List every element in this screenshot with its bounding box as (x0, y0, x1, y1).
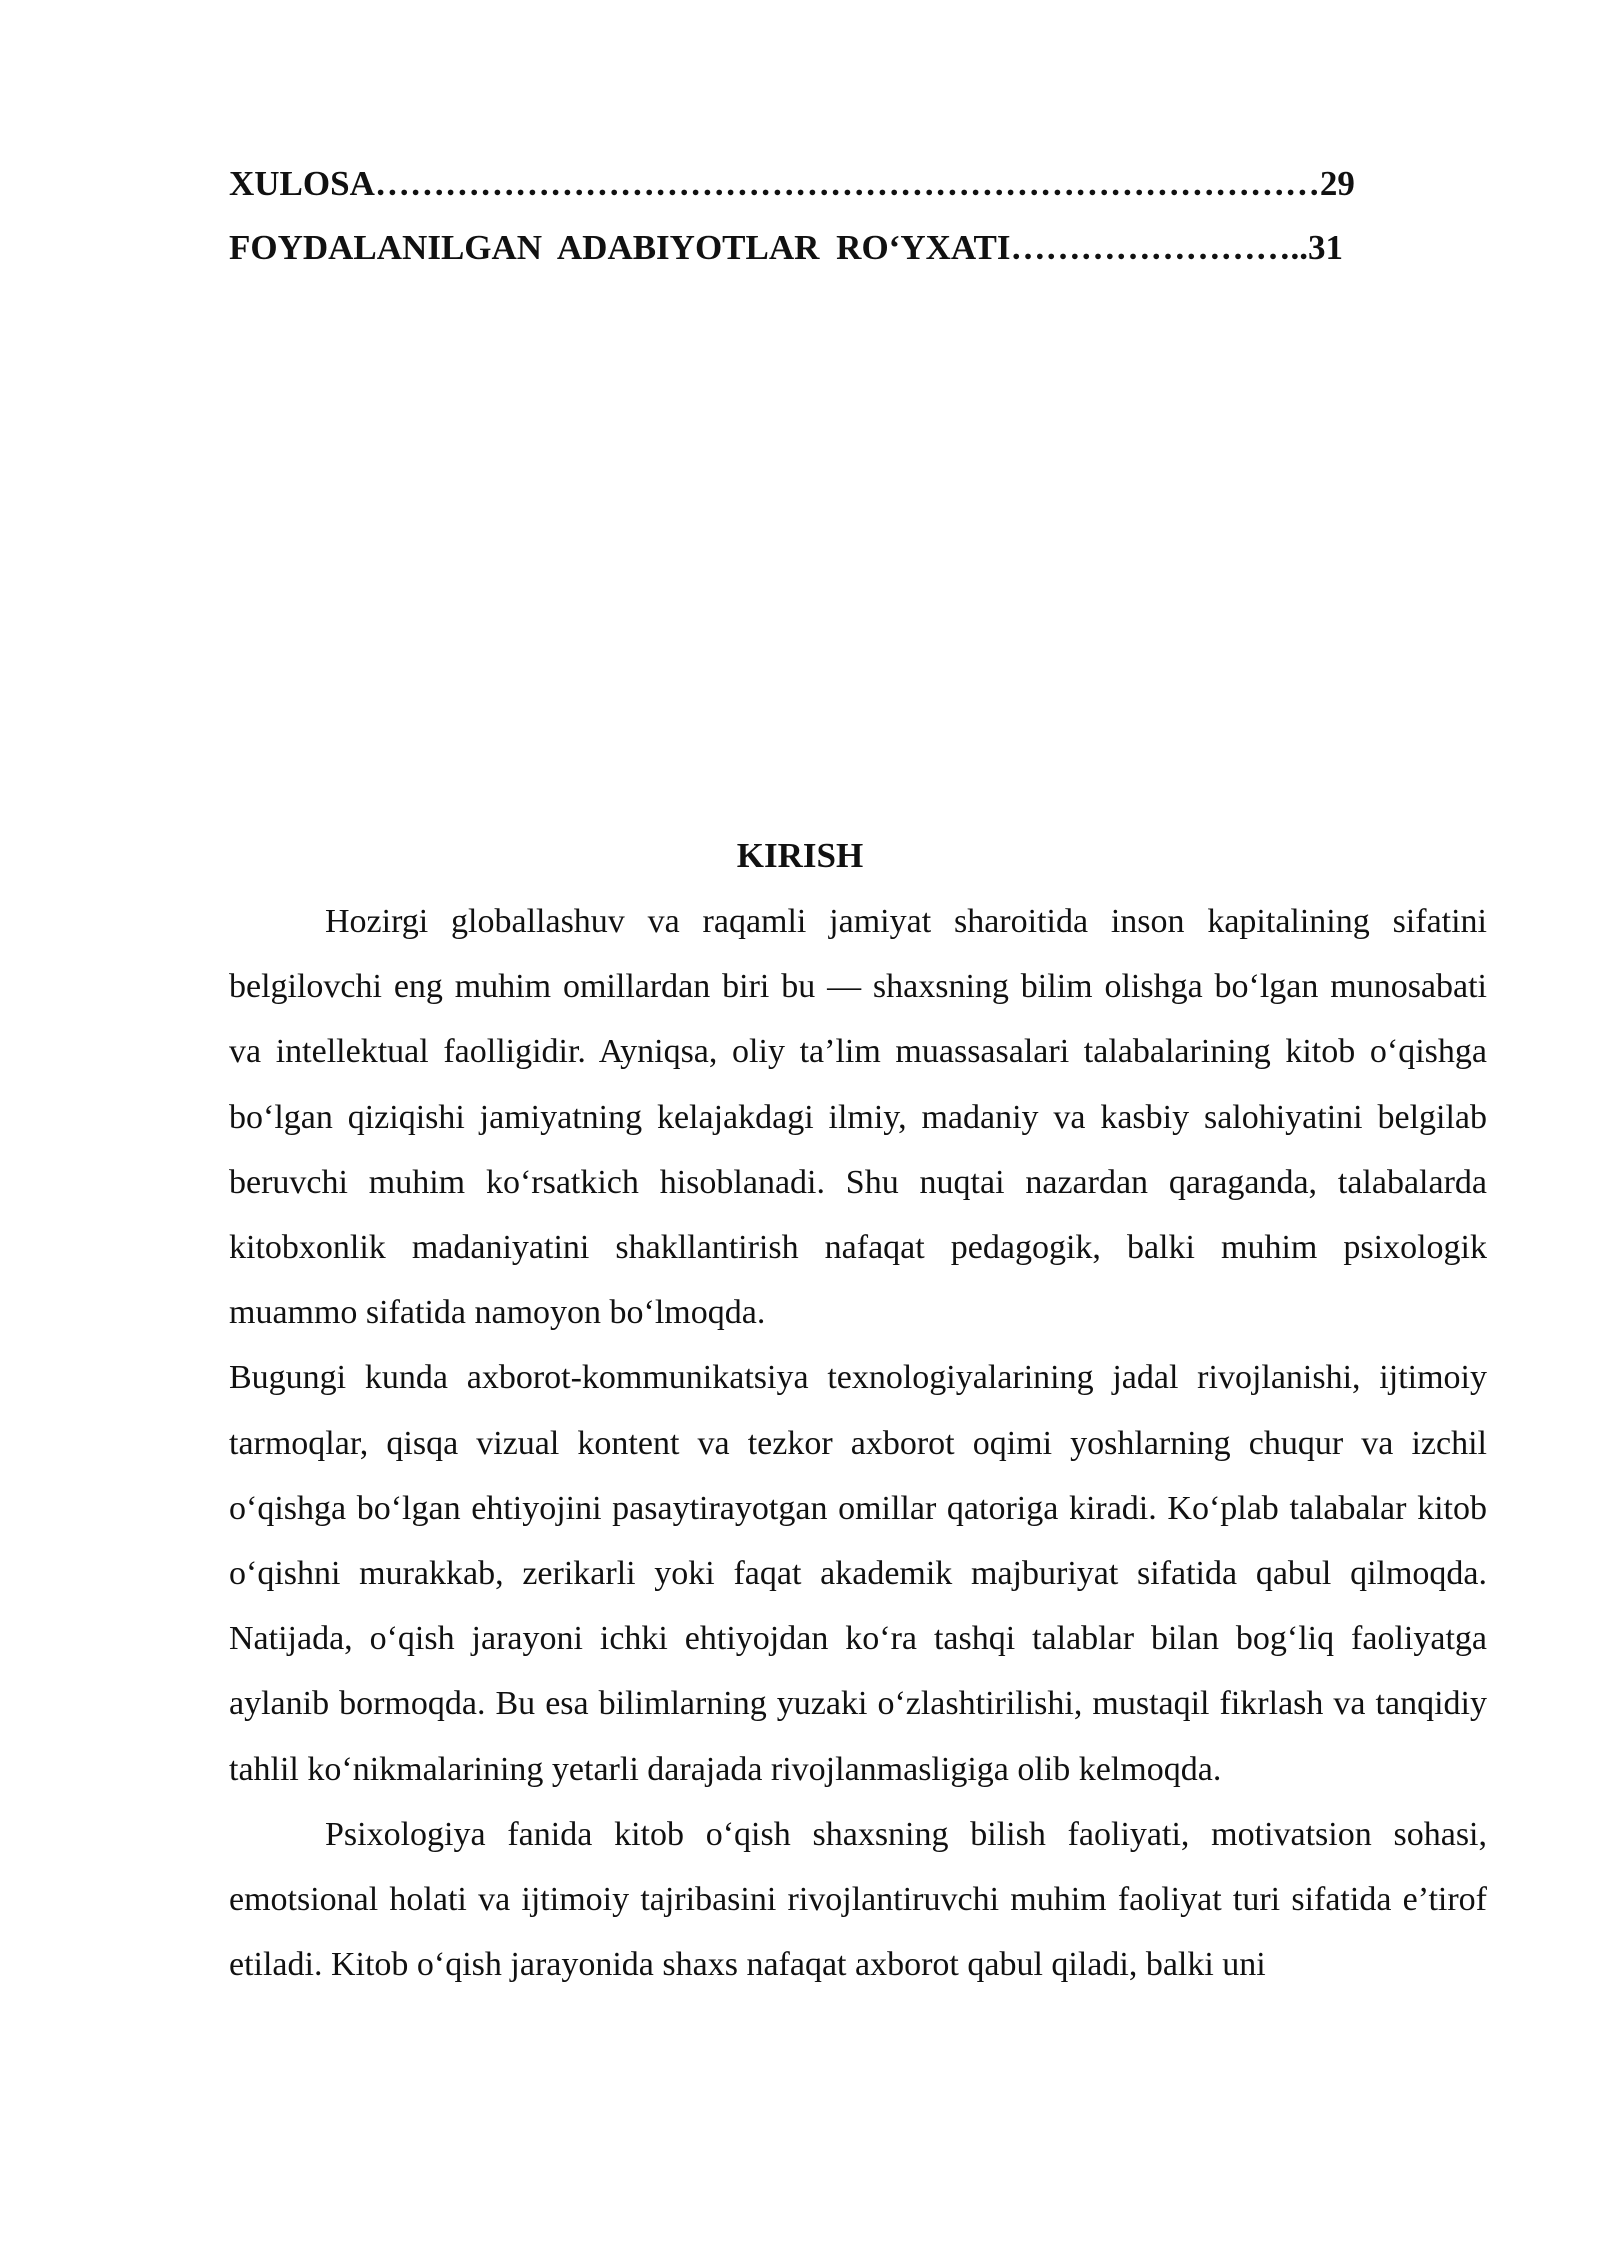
toc-item-xulosa[interactable]: XULOSA………………………………………………………………………29 (229, 164, 1355, 203)
table-of-contents (229, 152, 1484, 280)
paragraph: Hozirgi globallashuv va raqamli jamiyat sharoitida inson kapitalining sifatini belgilovchi eng muhim omillardan biri bu — shaxsning bilim olishga bo‘lgan munosabati va intellektual faolligidir. Ayniqsa, oliy ta’lim muassasalari talabalarining kitob o‘qishga bo‘lgan qiziqishi jamiyatning kelajakdagi ilmiy, madaniy va kasbiy salohiyatini belgilab beruvchi muhim ko‘rsatkich hisoblanadi. Shu nuqtai nazardan qaraganda, talabalarda kitobxonlik madaniyatini shakllantirish nafaqat pedagogik, balki muhim psixologik muammo sifatida namoyon bo‘lmoqda. (229, 903, 1487, 1332)
paragraph: Bugungi kunda axborot-kommunikatsiya texnologiyalarining jadal rivojlanishi, ijtimoiy tarmoqlar, qisqa vizual kontent va tezkor axborot oqimi yoshlarning chuqur va izchil o‘qishga bo‘lgan ehtiyojini pasaytirayotgan omillar qatoriga kiradi. Ko‘plab talabalar kitob o‘qishni murakkab, zerikarli yoki faqat akademik majburiyat sifatida qabul qilmoqda. Natijada, o‘qish jarayoni ichki ehtiyojdan ko‘ra tashqi talablar bilan bog‘liq faoliyatga aylanib bormoqda. Bu esa bilimlarning yuzaki o‘zlashtirilishi, mustaqil fikrlash va tanqidiy tahlil ko‘nikmalarining yetarli darajada rivojlanmasligiga olib kelmoqda. (229, 1359, 1487, 1788)
section-title: KIRISH (736, 836, 864, 875)
toc-item-foydalanilgan-adabiyotlar[interactable]: FOYDALANILGAN ADABIYOTLAR RO‘YXATI……………………..31 (229, 228, 1344, 267)
paragraph: Psixologiya fanida kitob o‘qish shaxsning bilish faoliyati, motivatsion sohasi, emotsional holati va ijtimoiy tajribasini rivojlantiruvchi muhim faoliyat turi sifatida e’tirof etiladi. Kitob o‘qish jarayonida shaxs nafaqat axborot qabul qiladi, balki uni (229, 1815, 1487, 1984)
body-text (229, 889, 1487, 1997)
